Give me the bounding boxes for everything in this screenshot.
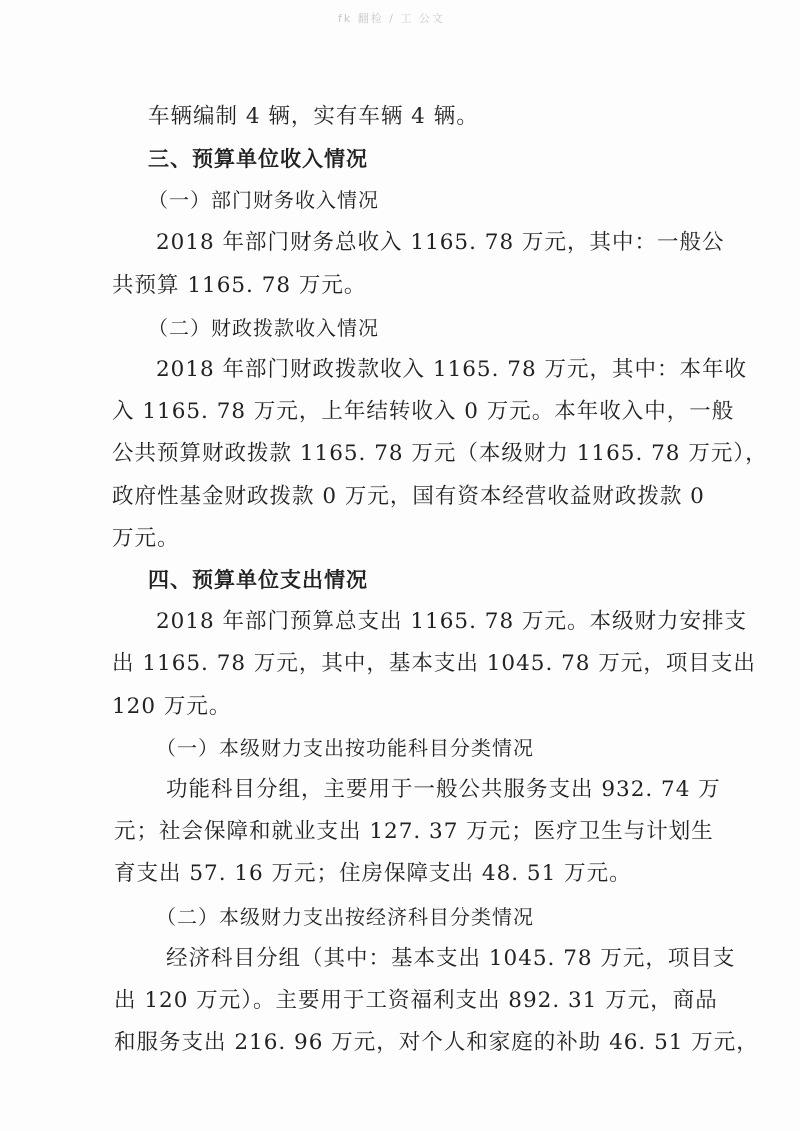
text-line: 2018 年部门预算总支出 1165. 78 万元。本级财力安排支 <box>156 609 747 634</box>
section-heading-expenditure: 四、预算单位支出情况 <box>148 568 368 592</box>
text-line: 出 1165. 78 万元，其中，基本支出 1045. 78 万元，项目支出 <box>112 651 756 676</box>
text-line: 万元。 <box>112 526 180 551</box>
text-line: 政府性基金财政拨款 0 万元，国有资本经营收益财政拨款 0 <box>112 484 705 509</box>
subsection-heading-functional: （一）本级财力支出按功能科目分类情况 <box>156 736 534 760</box>
text-line: 元；社会保障和就业支出 127. 37 万元；医疗卫生与计划生 <box>114 819 714 844</box>
text-line: 入 1165. 78 万元，上年结转收入 0 万元。本年收入中，一般 <box>112 399 735 424</box>
subsection-heading-fiscal-allocation: （二）财政拨款收入情况 <box>148 316 379 340</box>
text-line: 公共预算财政拨款 1165. 78 万元（本级财力 1165. 78 万元）， <box>112 441 768 466</box>
header-stamp: fk 翻检 / 工 公文 <box>338 12 445 25</box>
section-heading-income: 三、预算单位收入情况 <box>148 147 368 171</box>
text-line: 和服务支出 216. 96 万元，对个人和家庭的补助 46. 51 万元， <box>114 1030 759 1055</box>
text-line: 2018 年部门财务总收入 1165. 78 万元，其中：一般公 <box>156 230 725 255</box>
text-line: 2018 年部门财政拨款收入 1165. 78 万元，其中：本年收 <box>156 357 747 382</box>
subsection-heading-financial-income: （一）部门财务收入情况 <box>148 188 379 212</box>
text-line: 车辆编制 4 辆，实有车辆 4 辆。 <box>148 104 479 129</box>
subsection-heading-economic: （二）本级财力支出按经济科目分类情况 <box>156 905 534 929</box>
text-line: 120 万元。 <box>112 694 232 719</box>
text-line: 出 120 万元）。主要用于工资福利支出 892. 31 万元，商品 <box>114 988 718 1013</box>
text-line: 经济科目分组（其中：基本支出 1045. 78 万元，项目支 <box>166 946 736 971</box>
text-line: 育支出 57. 16 万元；住房保障支出 48. 51 万元。 <box>114 861 632 886</box>
text-line: 功能科目分组，主要用于一般公共服务支出 932. 74 万 <box>166 777 721 802</box>
text-line: 共预算 1165. 78 万元。 <box>112 273 367 298</box>
